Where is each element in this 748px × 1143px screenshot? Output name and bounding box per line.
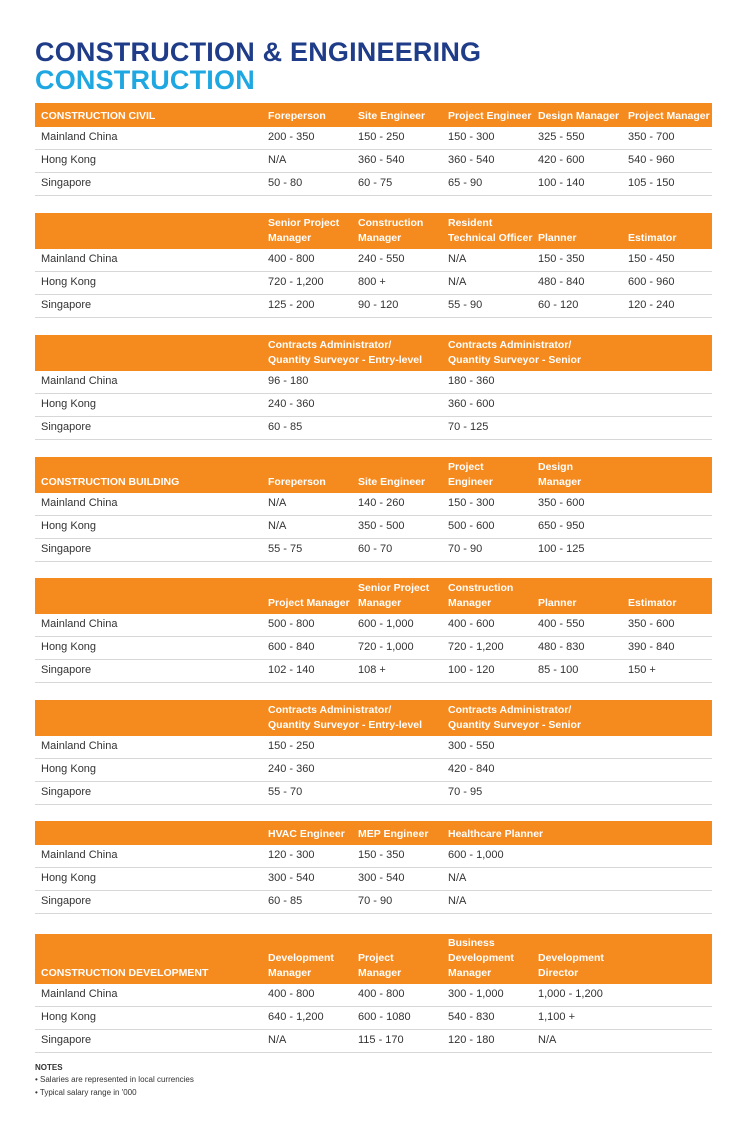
table-row — [35, 417, 712, 440]
salary-cell: 70 - 125 — [448, 421, 489, 433]
salary-cell: 96 - 180 — [268, 375, 309, 387]
row-label: Hong Kong — [41, 763, 97, 775]
salary-cell: 300 - 1,000 — [448, 988, 504, 1000]
salary-cell: N/A — [448, 872, 467, 884]
salary-cell: 540 - 830 — [448, 1011, 495, 1023]
column-header: Project Engineer — [448, 110, 532, 122]
column-header: Contracts Administrator/ Quantity Surveyor - Entry-level — [268, 704, 423, 731]
salary-cell: 100 - 125 — [538, 543, 585, 555]
salary-cell: N/A — [268, 520, 287, 532]
salary-cell: 500 - 600 — [448, 520, 495, 532]
column-header: Contracts Administrator/ Quantity Surveyor - Entry-level — [268, 339, 423, 366]
salary-table — [35, 578, 712, 683]
row-label: Singapore — [41, 1034, 92, 1046]
table-row — [35, 150, 712, 173]
table-header — [35, 821, 712, 845]
row-label: Singapore — [41, 895, 92, 907]
salary-cell: 400 - 800 — [268, 253, 315, 265]
table-row — [35, 891, 712, 914]
table-row — [35, 759, 712, 782]
salary-cell: 540 - 960 — [628, 154, 675, 166]
table-row — [35, 1030, 712, 1053]
row-label: Mainland China — [41, 618, 118, 630]
row-label: Hong Kong — [41, 641, 97, 653]
table-header — [35, 213, 712, 249]
salary-table — [35, 103, 712, 196]
column-header: Design Manager — [538, 110, 620, 122]
row-label: Singapore — [41, 543, 92, 555]
row-label: Mainland China — [41, 375, 118, 387]
salary-cell: 150 - 450 — [628, 253, 675, 265]
salary-cell: 150 - 300 — [448, 497, 495, 509]
row-label: Singapore — [41, 421, 92, 433]
column-header: Construction Manager — [448, 582, 514, 609]
salary-table — [35, 457, 712, 562]
salary-cell: 350 - 500 — [358, 520, 405, 532]
table-header — [35, 457, 712, 493]
salary-cell: 70 - 90 — [358, 895, 393, 907]
row-label: Mainland China — [41, 740, 118, 752]
table-row — [35, 539, 712, 562]
table-header — [35, 934, 712, 984]
column-header: Project Manager — [628, 110, 710, 122]
salary-cell: 60 - 70 — [358, 543, 393, 555]
section-label: CONSTRUCTION CIVIL — [41, 110, 156, 122]
column-header: Development Manager — [268, 952, 334, 979]
salary-cell: N/A — [448, 895, 467, 907]
column-header: Business Development Manager — [448, 937, 514, 979]
table-header — [35, 335, 712, 371]
salary-cell: 1,100 + — [538, 1011, 576, 1023]
salary-cell: 240 - 360 — [268, 763, 315, 775]
salary-cell: 150 - 350 — [358, 849, 405, 861]
table-header — [35, 700, 712, 736]
salary-cell: 480 - 830 — [538, 641, 585, 653]
salary-cell: 420 - 600 — [538, 154, 585, 166]
salary-cell: 150 + — [628, 664, 656, 676]
salary-table — [35, 335, 712, 440]
salary-cell: 350 - 700 — [628, 131, 675, 143]
column-header: Resident Technical Officer — [448, 217, 533, 244]
salary-cell: 720 - 1,200 — [448, 641, 504, 653]
column-header: Healthcare Planner — [448, 828, 544, 840]
column-header: Estimator — [628, 232, 677, 244]
salary-cell: 400 - 800 — [268, 988, 315, 1000]
row-label: Hong Kong — [41, 520, 97, 532]
column-header: Project Manager — [268, 597, 350, 609]
column-header: Senior Project Manager — [268, 217, 340, 244]
salary-cell: 400 - 800 — [358, 988, 405, 1000]
column-header: Contracts Administrator/ Quantity Surveyor - Senior — [448, 339, 582, 366]
salary-cell: 60 - 75 — [358, 177, 393, 189]
salary-cell: 105 - 150 — [628, 177, 675, 189]
salary-cell: N/A — [538, 1034, 557, 1046]
salary-cell: 300 - 540 — [268, 872, 315, 884]
salary-table — [35, 821, 712, 914]
salary-cell: 150 - 250 — [358, 131, 405, 143]
column-header: HVAC Engineer — [268, 828, 345, 840]
salary-cell: 55 - 75 — [268, 543, 303, 555]
row-label: Hong Kong — [41, 872, 97, 884]
salary-cell: 325 - 550 — [538, 131, 585, 143]
column-header: Construction Manager — [358, 217, 424, 244]
row-label: Mainland China — [41, 849, 118, 861]
salary-table — [35, 700, 712, 805]
row-label: Mainland China — [41, 253, 118, 265]
row-label: Mainland China — [41, 988, 118, 1000]
salary-cell: 500 - 800 — [268, 618, 315, 630]
salary-cell: 390 - 840 — [628, 641, 675, 653]
salary-cell: 108 + — [358, 664, 386, 676]
salary-cell: 400 - 550 — [538, 618, 585, 630]
column-header: Site Engineer — [358, 110, 426, 122]
salary-cell: 85 - 100 — [538, 664, 579, 676]
column-header: Estimator — [628, 597, 677, 609]
salary-cell: 360 - 540 — [448, 154, 495, 166]
salary-cell: 300 - 550 — [448, 740, 495, 752]
table-row — [35, 516, 712, 539]
row-label: Singapore — [41, 177, 92, 189]
salary-cell: 125 - 200 — [268, 299, 315, 311]
salary-cell: 70 - 95 — [448, 786, 483, 798]
notes-title: NOTES — [35, 1063, 63, 1072]
column-header: Site Engineer — [358, 476, 426, 488]
salary-cell: 240 - 360 — [268, 398, 315, 410]
row-label: Hong Kong — [41, 154, 97, 166]
row-label: Singapore — [41, 299, 92, 311]
salary-cell: 120 - 300 — [268, 849, 315, 861]
column-header: Design Manager — [538, 461, 582, 488]
table-row — [35, 249, 712, 272]
salary-cell: 120 - 180 — [448, 1034, 495, 1046]
salary-cell: 600 - 960 — [628, 276, 675, 288]
column-header: Contracts Administrator/ Quantity Surveyor - Senior — [448, 704, 582, 731]
column-header: Planner — [538, 597, 577, 609]
salary-cell: 60 - 120 — [538, 299, 579, 311]
salary-cell: 70 - 90 — [448, 543, 483, 555]
row-label: Mainland China — [41, 497, 118, 509]
salary-cell: 60 - 85 — [268, 421, 303, 433]
salary-cell: 1,000 - 1,200 — [538, 988, 603, 1000]
salary-cell: 60 - 85 — [268, 895, 303, 907]
column-header: MEP Engineer — [358, 828, 429, 840]
salary-cell: 350 - 600 — [538, 497, 585, 509]
salary-cell: N/A — [268, 154, 287, 166]
notes — [35, 1063, 194, 1101]
salary-cell: 720 - 1,000 — [358, 641, 414, 653]
salary-cell: N/A — [448, 276, 467, 288]
salary-cell: 600 - 1,000 — [358, 618, 414, 630]
column-header: Foreperson — [268, 476, 326, 488]
salary-cell: 800 + — [358, 276, 386, 288]
salary-cell: 600 - 840 — [268, 641, 315, 653]
salary-cell: 150 - 350 — [538, 253, 585, 265]
salary-cell: 360 - 600 — [448, 398, 495, 410]
salary-cell: 140 - 260 — [358, 497, 405, 509]
row-label: Mainland China — [41, 131, 118, 143]
salary-cell: 240 - 550 — [358, 253, 405, 265]
salary-cell: 350 - 600 — [628, 618, 675, 630]
salary-cell: 420 - 840 — [448, 763, 495, 775]
table-row — [35, 845, 712, 868]
column-header: Senior Project Manager — [358, 582, 430, 609]
table-header — [35, 578, 712, 614]
section-label: CONSTRUCTION DEVELOPMENT — [41, 967, 209, 979]
table-row — [35, 984, 712, 1007]
table-row — [35, 1007, 712, 1030]
column-header: Foreperson — [268, 110, 326, 122]
column-header: Project Manager — [358, 952, 402, 979]
salary-cell: 360 - 540 — [358, 154, 405, 166]
salary-cell: 100 - 120 — [448, 664, 495, 676]
note-item: • Salaries are represented in local currencies — [35, 1075, 194, 1084]
row-label: Singapore — [41, 664, 92, 676]
title-line-1: CONSTRUCTION & ENGINEERING — [35, 37, 482, 67]
row-label: Hong Kong — [41, 1011, 97, 1023]
salary-cell: 400 - 600 — [448, 618, 495, 630]
table-row — [35, 173, 712, 196]
salary-cell: 55 - 90 — [448, 299, 483, 311]
salary-cell: 150 - 300 — [448, 131, 495, 143]
table-row — [35, 272, 712, 295]
table-row — [35, 493, 712, 516]
salary-cell: 65 - 90 — [448, 177, 483, 189]
table-row — [35, 371, 712, 394]
salary-cell: 720 - 1,200 — [268, 276, 324, 288]
note-item: • Typical salary range in '000 — [35, 1088, 137, 1097]
table-row — [35, 127, 712, 150]
salary-cell: 102 - 140 — [268, 664, 315, 676]
row-label: Singapore — [41, 786, 92, 798]
salary-cell: 650 - 950 — [538, 520, 585, 532]
salary-cell: N/A — [268, 1034, 287, 1046]
table-row — [35, 660, 712, 683]
salary-cell: 50 - 80 — [268, 177, 303, 189]
row-label: Hong Kong — [41, 398, 97, 410]
salary-cell: 640 - 1,200 — [268, 1011, 324, 1023]
salary-cell: 300 - 540 — [358, 872, 405, 884]
salary-cell: 100 - 140 — [538, 177, 585, 189]
salary-cell: N/A — [448, 253, 467, 265]
salary-table — [35, 213, 712, 318]
salary-table — [35, 934, 712, 1053]
table-header — [35, 103, 712, 127]
row-label: Hong Kong — [41, 276, 97, 288]
title-line-2: CONSTRUCTION — [35, 65, 255, 95]
column-header: Development Director — [538, 952, 604, 979]
table-row — [35, 614, 712, 637]
table-row — [35, 736, 712, 759]
salary-cell: 55 - 70 — [268, 786, 303, 798]
column-header: Planner — [538, 232, 577, 244]
salary-cell: N/A — [268, 497, 287, 509]
column-header: Project Engineer — [448, 461, 493, 488]
salary-cell: 115 - 170 — [358, 1034, 404, 1046]
table-row — [35, 637, 712, 660]
section-label: CONSTRUCTION BUILDING — [41, 476, 180, 488]
table-row — [35, 868, 712, 891]
salary-cell: 150 - 250 — [268, 740, 315, 752]
salary-cell: 600 - 1,000 — [448, 849, 504, 861]
table-row — [35, 295, 712, 318]
salary-cell: 120 - 240 — [628, 299, 675, 311]
salary-cell: 600 - 1080 — [358, 1011, 411, 1023]
table-row — [35, 394, 712, 417]
salary-cell: 90 - 120 — [358, 299, 399, 311]
salary-cell: 200 - 350 — [268, 131, 315, 143]
salary-cell: 180 - 360 — [448, 375, 495, 387]
table-row — [35, 782, 712, 805]
salary-cell: 480 - 840 — [538, 276, 585, 288]
